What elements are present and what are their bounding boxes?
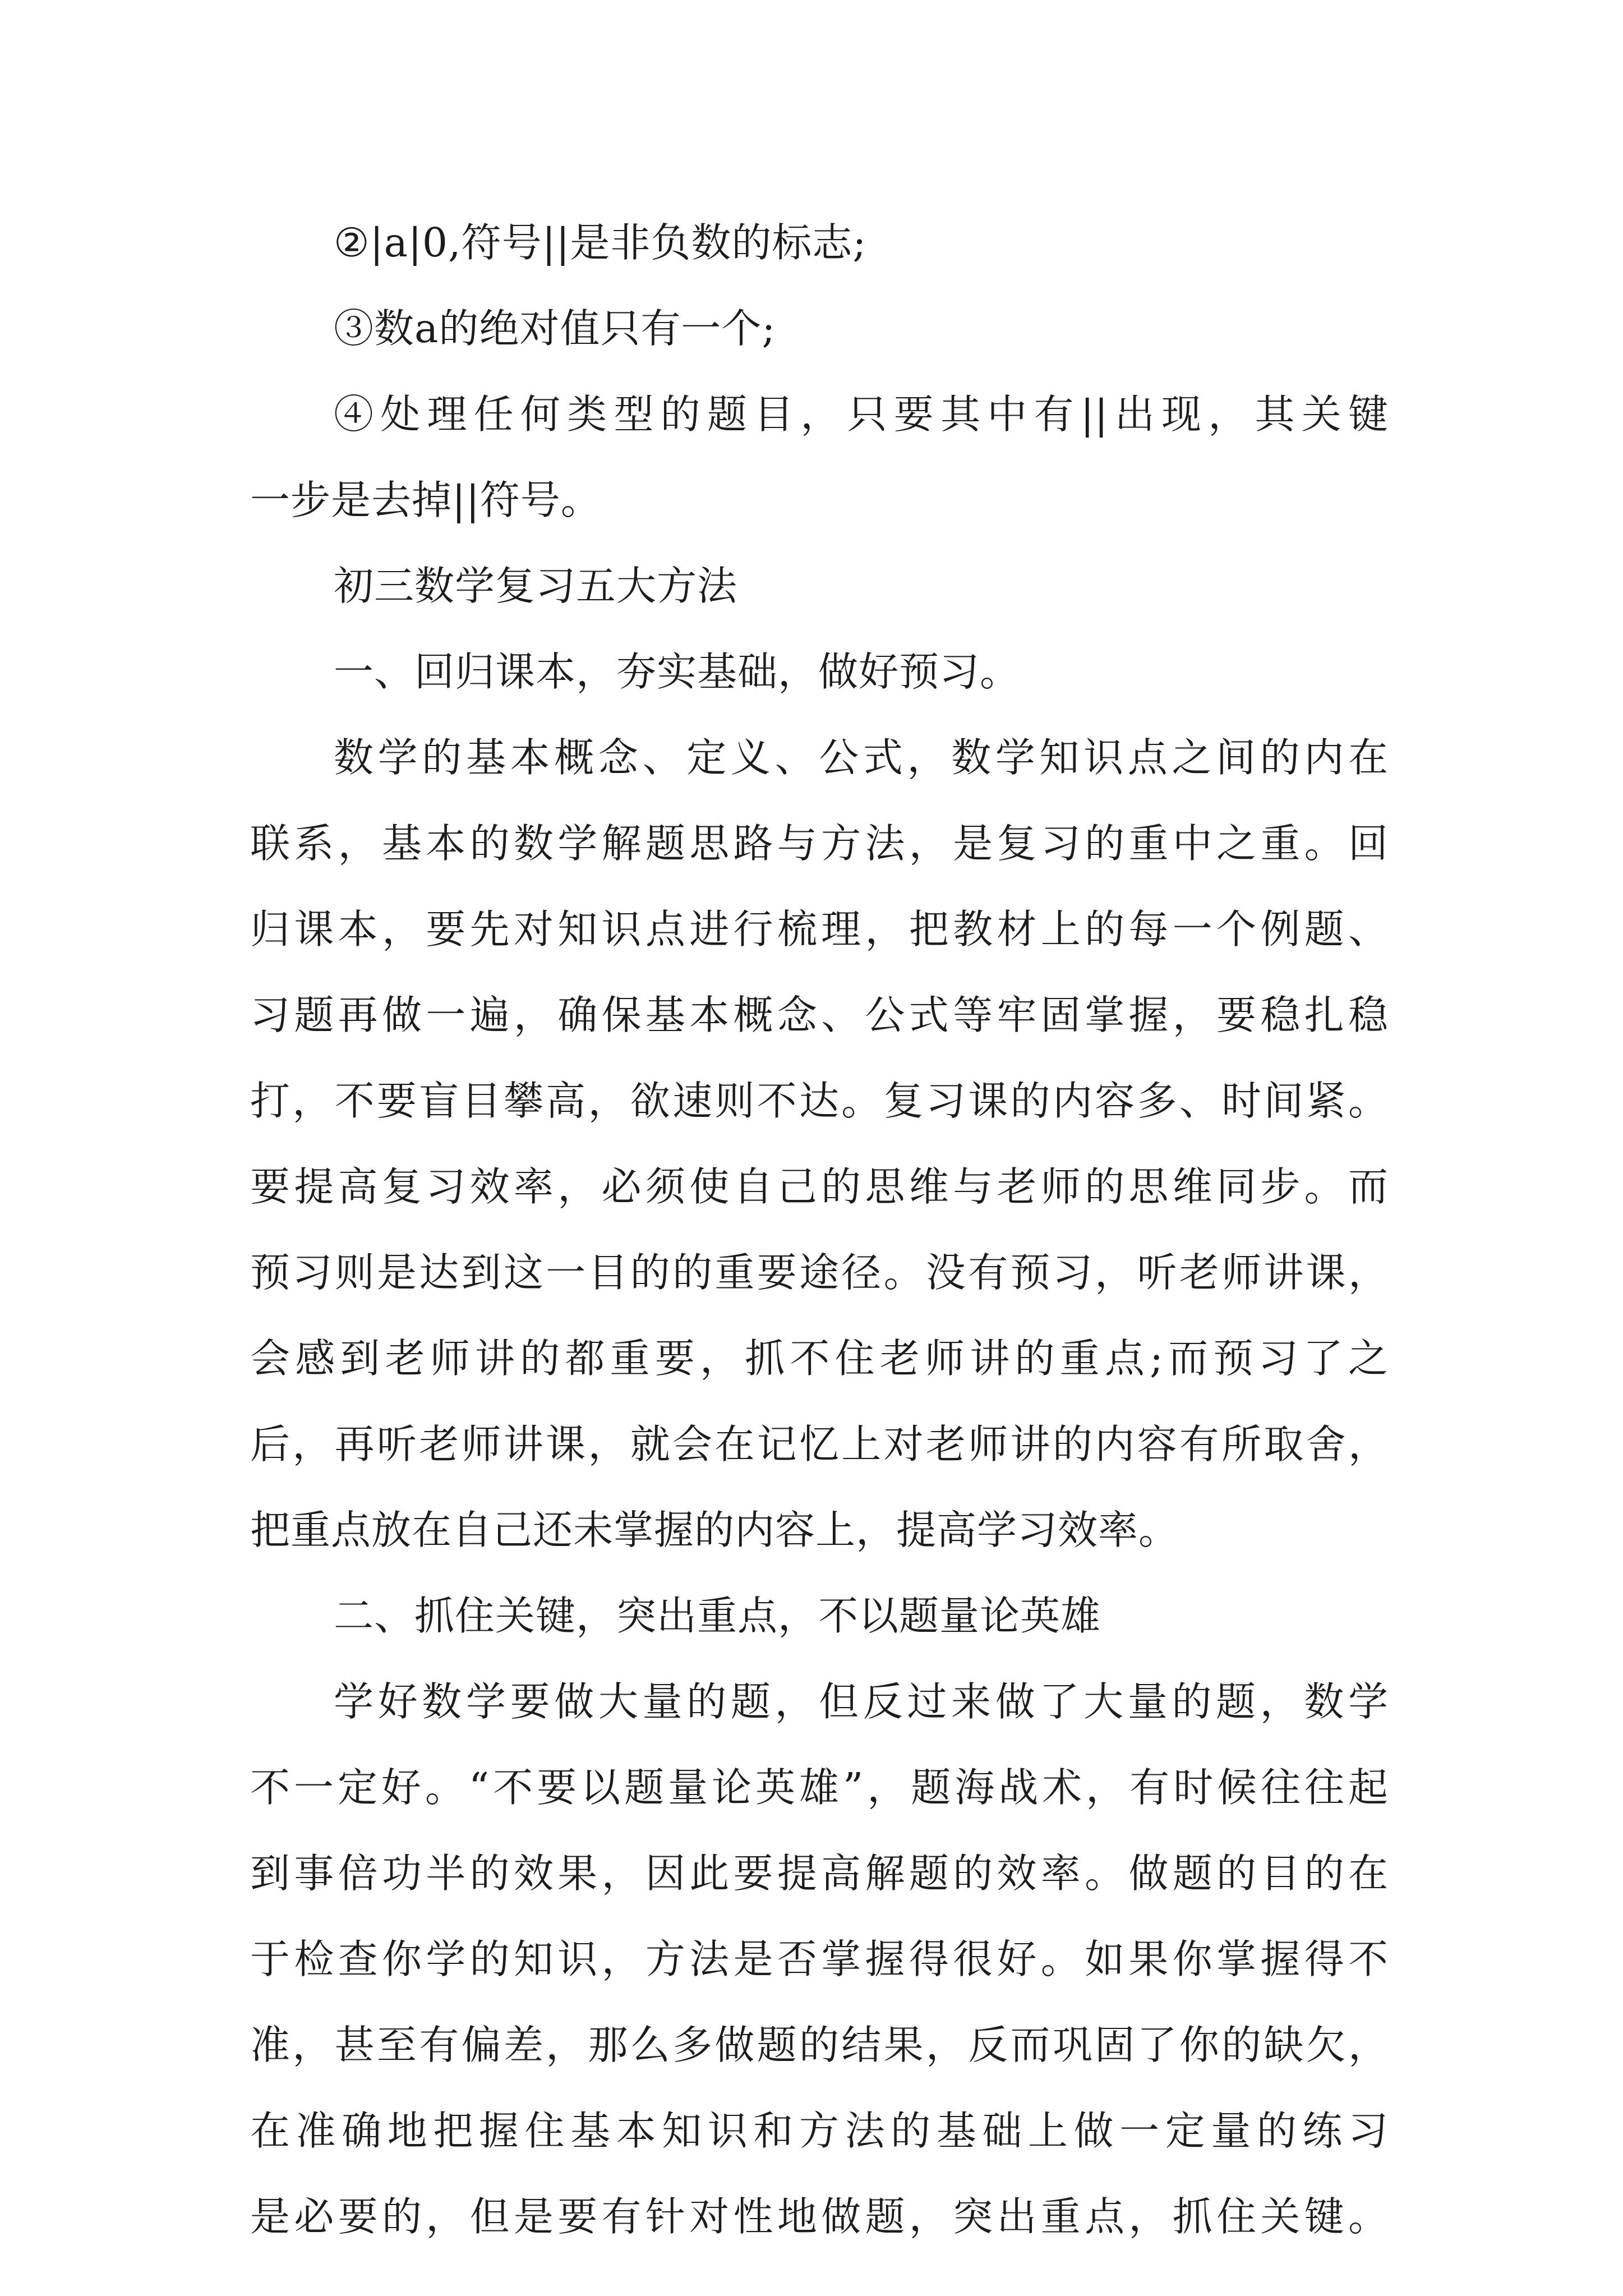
- paragraph-line: 预习则是达到这一目的的重要途径。没有预习，听老师讲课，: [250, 1249, 1389, 1296]
- paragraph-line: 归课本，要先对知识点进行梳理，把教材上的每一个例题、: [250, 906, 1389, 953]
- paragraph-line: 把重点放在自己还未掌握的内容上，提高学习效率。: [250, 1507, 1179, 1553]
- section-title: 初三数学复习五大方法: [334, 563, 738, 609]
- paragraph-line: 要提高复习效率，必须使自己的思维与老师的思维同步。而: [250, 1163, 1389, 1210]
- paragraph-line: 数学的基本概念、定义、公式，数学知识点之间的内在: [334, 734, 1389, 781]
- paragraph-line: 在准确地把握住基本知识和方法的基础上做一定量的练习: [250, 2108, 1389, 2154]
- paragraph-line: ③数a的绝对值只有一个;: [334, 305, 776, 352]
- paragraph-line: 习题再做一遍，确保基本概念、公式等牢固掌握，要稳扎稳: [250, 992, 1389, 1038]
- paragraph-line: ④处理任何类型的题目，只要其中有||出现，其关键: [334, 391, 1389, 438]
- section-heading: 一、回归课本，夯实基础，做好预习。: [334, 648, 1021, 695]
- paragraph-line: 一步是去掉||符号。: [250, 477, 601, 523]
- paragraph-line: ②|a|0,符号||是非负数的标志;: [334, 219, 867, 266]
- paragraph-line: 联系，基本的数学解题思路与方法，是复习的重中之重。回: [250, 820, 1389, 867]
- paragraph-line: 是必要的，但是要有针对性地做题，突出重点，抓住关键。: [250, 2193, 1389, 2240]
- paragraph-line: 不一定好。“不要以题量论英雄”，题海战术，有时候往往起: [250, 1764, 1389, 1811]
- paragraph-line: 学好数学要做大量的题，但反过来做了大量的题，数学: [334, 1678, 1389, 1725]
- paragraph-line: 打，不要盲目攀高，欲速则不达。复习课的内容多、时间紧。: [250, 1078, 1389, 1124]
- paragraph-line: 准，甚至有偏差，那么多做题的结果，反而巩固了你的缺欠，: [250, 2022, 1389, 2068]
- section-heading: 二、抓住关键，突出重点，不以题量论英雄: [334, 1593, 1101, 1639]
- paragraph-line: 会感到老师讲的都重要，抓不住老师讲的重点;而预习了之: [250, 1335, 1389, 1382]
- paragraph-line: 到事倍功半的效果，因此要提高解题的效率。做题的目的在: [250, 1850, 1389, 1897]
- paragraph-line: 后，再听老师讲课，就会在记忆上对老师讲的内容有所取舍，: [250, 1421, 1389, 1467]
- paragraph-line: 于检查你学的知识，方法是否掌握得很好。如果你掌握得不: [250, 1936, 1389, 1982]
